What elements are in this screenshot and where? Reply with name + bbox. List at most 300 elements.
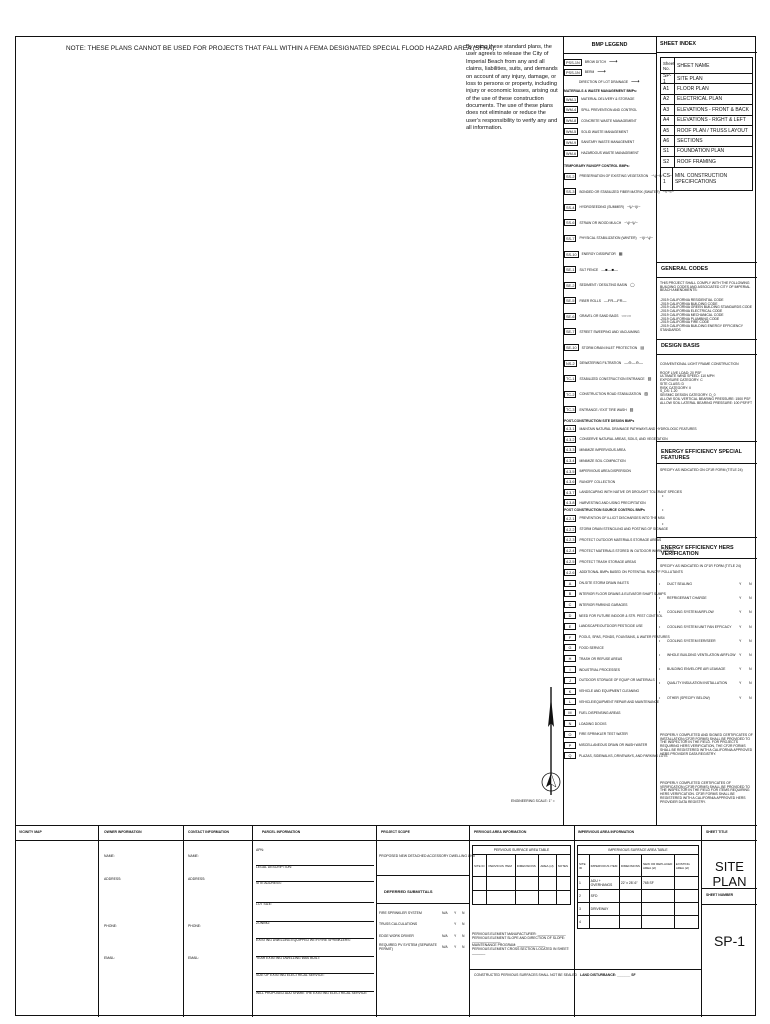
- bmp-symbol-icon: ~\|/~\|/~: [639, 235, 654, 241]
- bmp-label: MINIMIZE SOIL COMPACTION: [579, 458, 626, 463]
- sheet-no: A4: [661, 116, 675, 125]
- sheet-no: S1: [661, 147, 675, 156]
- bmp-label: STORM DRAIN INLET PROTECTION: [581, 345, 638, 350]
- bmp-code: WM-8: [566, 119, 577, 124]
- yes-option[interactable]: Y: [739, 610, 742, 615]
- bmp-label: HYDROSEEDING (SUMMER): [579, 205, 624, 210]
- na-option[interactable]: N/A: [442, 933, 448, 938]
- bmp-row: [564, 77, 656, 87]
- yes-option[interactable]: Y: [739, 638, 742, 643]
- sheet-number: SP-1: [713, 933, 746, 949]
- bmp-code: TC-1: [566, 377, 575, 382]
- bmp-label: FIRE SPRINKLER TEST WATER: [579, 732, 628, 737]
- yes-option[interactable]: Y: [454, 922, 457, 927]
- parcel-field: LOT SIZE:: [256, 902, 374, 908]
- bmp-label: FOOD SERVICE: [579, 645, 604, 650]
- hers-item: [659, 634, 755, 648]
- bmp-code: K: [564, 688, 576, 695]
- bmp-label: ENERGY DISSIPATOR: [581, 252, 616, 257]
- drawing-sheet: [15, 36, 756, 1016]
- impervious-cell: SFD: [589, 890, 619, 903]
- sheet-index-row: [661, 136, 752, 146]
- bmp-label: DIRECTION OF LOT DRAINAGE: [579, 80, 629, 84]
- sheet-name-header: SHEET NAME: [677, 62, 710, 69]
- bmp-symbol-icon: ▤: [640, 344, 645, 350]
- bmp-symbol-icon: ▧: [629, 406, 634, 412]
- bmp-code: SE-7: [566, 330, 575, 335]
- bmp-row: [564, 513, 665, 524]
- impervious-cell: 1: [578, 877, 590, 890]
- deferred-item: [379, 942, 467, 954]
- sheet-no: A5: [661, 126, 675, 135]
- contact-email: EMAIL:: [188, 956, 200, 960]
- bmp-code: PSS-1N: [566, 70, 580, 75]
- land-disturbance: LAND DISTURBANCE: _______ SF: [580, 973, 636, 977]
- owner-phone: PHONE:: [104, 924, 117, 928]
- owner-address: ADDRESS:: [104, 877, 122, 881]
- design-basis-line: ALLOW SOIL VERTICAL BEARING PRESSURE: 1500 PSF: [660, 396, 751, 401]
- deferred-list: [379, 907, 467, 953]
- no-option[interactable]: N: [749, 624, 752, 629]
- impervious-col-header: EXISTING AREA (sf): [674, 855, 698, 877]
- yes-option[interactable]: Y: [739, 582, 742, 587]
- impervious-cell: 3: [578, 903, 590, 916]
- design-basis-line: SEISMIC DESIGN CATEGORY: D_0: [660, 393, 716, 398]
- bmp-row: [564, 184, 674, 200]
- bmp-row: [564, 686, 656, 697]
- bmp-label: PROTECT OUTDOOR MATERIALS STORAGE AREAS: [579, 537, 662, 542]
- yes-option[interactable]: Y: [454, 945, 457, 950]
- hers-item-label: OTHER (SPECIFY BELOW): [667, 695, 710, 700]
- bmp-row: [564, 199, 656, 215]
- impervious-cell: [619, 903, 641, 916]
- bmp-label: CONSERVE NATURAL AREAS, SOILS, AND VEGETATION: [579, 437, 668, 442]
- bmp-row: [564, 423, 697, 434]
- bmp-row: [564, 355, 656, 371]
- bmp-label: MATERIAL DELIVERY & STORAGE: [581, 97, 635, 102]
- bmp-label: LOADING DOCKS: [579, 721, 607, 726]
- general-codes-list: [660, 299, 755, 333]
- bmp-legend-title: BMP LEGEND: [591, 42, 628, 48]
- no-option[interactable]: N: [749, 653, 752, 658]
- bmp-row: [564, 445, 656, 456]
- bmp-label: LANDSCAPING WITH NATIVE OR DROUGHT TOLERANT SPECIES: [579, 490, 682, 495]
- impervious-row: [578, 903, 699, 916]
- bmp-code: TC-3: [566, 408, 575, 413]
- bmp-label: STORM DRAIN STENCILING AND POSTING OF SIGNAGE: [579, 527, 669, 532]
- bmp-row: [564, 697, 660, 708]
- vicinity-map-title: VICINITY MAP: [19, 830, 42, 834]
- parcel-field: YEAR EXISTING DWELLING WAS BUILT:: [256, 956, 374, 962]
- bmp-code: 4.2.1: [566, 516, 575, 521]
- bmp-symbol-icon: ▦: [618, 251, 623, 257]
- energy-special-line: SPECIFY AS INDICATED ON CF1R FORM (TITLE 24): [660, 468, 743, 472]
- bmp-code: C: [564, 601, 576, 608]
- yes-option[interactable]: Y: [739, 624, 742, 629]
- sheet-no-header: Sheet No.: [661, 58, 675, 73]
- bmp-label: INTERIOR FLOOR DRAINS & ELEVATOR SHAFT SUMPS: [579, 591, 666, 596]
- bmp-code: SS-4: [566, 205, 575, 210]
- yes-option[interactable]: Y: [739, 596, 742, 601]
- bmp-row: [564, 487, 682, 498]
- bmp-symbol-icon: ~\|/~\|/~: [624, 219, 638, 225]
- design-basis-line: SITE CLASS: D: [660, 381, 684, 386]
- deferred-submittals-title: DEFERRED SUBMITTALS: [384, 889, 433, 894]
- bmp-row: [564, 524, 669, 535]
- bmp-row: [564, 231, 656, 247]
- impervious-cell: [641, 903, 674, 916]
- bmp-symbol-icon: ○○○○: [621, 313, 632, 319]
- bmp-code: I: [564, 666, 576, 673]
- impervious-cell: [674, 877, 698, 890]
- bmp-code: 4.3.1: [566, 427, 575, 432]
- hers-item-label: WHOLE BUILDING VENTILATION AIRFLOW: [667, 653, 736, 658]
- bmp-label: SILT FENCE: [579, 267, 599, 272]
- design-basis-line: CONVENTIONAL LIGHT FRAME CONSTRUCTION: [660, 362, 739, 366]
- bmp-code: 4.3.6: [566, 480, 575, 485]
- bmp-row: [564, 67, 656, 77]
- bmp-row: [564, 137, 656, 148]
- parcel-field: WILL PROPOSED ADU SHARE THE EXISTING ELECTRICAL SERVICE:: [256, 991, 374, 997]
- design-basis-title: DESIGN BASIS: [661, 343, 700, 349]
- pervious-col-header: AREA (sf): [539, 855, 556, 877]
- pervious-maintenance: MAINTENANCE PROGRAM: _______________: [472, 943, 546, 948]
- bmp-code: E: [564, 623, 576, 630]
- no-option[interactable]: N: [462, 922, 465, 927]
- hers-item: [659, 577, 755, 591]
- bmp-code: SS-3: [566, 190, 575, 195]
- code-item: -2019 CALIFORNIA PLUMBING CODE: [660, 316, 720, 321]
- yes-option[interactable]: Y: [739, 695, 742, 700]
- bmp-code: [564, 79, 576, 86]
- hers-item-label: QUALITY INSULATION INSTALLATION: [667, 681, 728, 686]
- bmp-row: [564, 476, 656, 487]
- code-item: -2019 CALIFORNIA RESIDENTIAL CODE: [660, 298, 724, 302]
- pervious-col-header: PERVIOUS ITEM: [487, 855, 515, 877]
- bmp-code: TC-2: [566, 392, 575, 397]
- deferred-label: REQUIRED PV SYSTEM (SEPARATE PERMIT): [379, 943, 437, 952]
- bmp-label: MINIMIZE IMPERVIOUS AREA: [579, 447, 626, 452]
- yes-option[interactable]: Y: [454, 933, 457, 938]
- post-source-heading: POST CONSTRUCTION SOURCE CONTROL BMPs: [564, 508, 645, 513]
- project-scope-text: PROPOSED NEW DETACHED ACCESSORY DWELLING UNIT: [379, 854, 476, 858]
- sheet-index-title: SHEET INDEX: [656, 37, 757, 53]
- bullet-icon: •: [659, 695, 661, 700]
- bmp-row: [564, 168, 665, 184]
- hers-item: [659, 676, 755, 690]
- energy-special-title: ENERGY EFFICIENCY SPECIAL FEATURES: [661, 449, 742, 461]
- sheet-title: SITE PLAN: [712, 859, 747, 889]
- hers-item-label: REFRIGERANT CHARGE: [667, 596, 707, 601]
- deferred-item: [379, 930, 467, 942]
- bmp-code: SS-10: [566, 252, 577, 257]
- impervious-cell: [589, 916, 619, 929]
- bmp-code: 4.2.5: [566, 560, 575, 565]
- sheet-index-row: [661, 168, 752, 190]
- code-item: -2019 CALIFORNIA FIRE CODE: [660, 320, 710, 325]
- project-scope-title: PROJECT SCOPE: [381, 830, 410, 834]
- bmp-row: [564, 664, 656, 675]
- bmp-code: B: [564, 590, 576, 597]
- sheet-name: FOUNDATION PLAN: [677, 148, 725, 155]
- bmp-label: DEWATERING FILTRATION: [579, 361, 622, 366]
- bmp-label: IMPERVIOUS AREA DISPERSION: [579, 469, 631, 474]
- bmp-row: [564, 498, 656, 509]
- pervious-table-title: PERVIOUS SURFACE AREA TABLE: [473, 846, 571, 855]
- no-option[interactable]: N: [749, 667, 752, 672]
- bmp-code: L: [564, 698, 576, 705]
- na-option[interactable]: N/A: [442, 945, 448, 950]
- hers-item-label: COOLING SYSTEM AIRFLOW: [667, 610, 714, 615]
- pervious-cross-section: PERVIOUS ELEMENT CROSS SECTION LOCATED IN SHEET: _______: [472, 946, 570, 955]
- disclaimer-text: By using these standard plans, the user agrees to release the City of Imperial Beach from any and all claims, liabilities, suits, and demands on account of any injury, damage, or loss to persons or property, including injury or economic losses, arising out of the use of these construction documents. The use of these plans does not eliminate or reduce the user's responsibility to verify any and all information.: [466, 44, 558, 132]
- bmp-code: WM-5: [566, 130, 577, 135]
- bmp-code: D: [564, 612, 576, 619]
- pervious-col-header: NOTES: [556, 855, 570, 877]
- bmp-symbol-icon: —■—■—: [601, 266, 619, 272]
- bmp-row: [564, 262, 656, 278]
- sheet-index-row: [661, 157, 752, 167]
- bmp-code: H: [564, 655, 576, 662]
- arrow-right-icon: ⟶: [597, 69, 606, 75]
- yes-option[interactable]: Y: [454, 910, 457, 915]
- bmp-row: [564, 567, 683, 578]
- bmp-code: M: [564, 709, 576, 716]
- bullet-icon: •: [659, 582, 661, 587]
- design-basis-line: EXPOSURE CATEGORY: C: [660, 378, 703, 383]
- impervious-row: [578, 877, 699, 890]
- bmp-label: CONCRETE WASTE MANAGEMENT: [581, 118, 637, 123]
- impervious-cell: [674, 916, 698, 929]
- bmp-row: [564, 556, 656, 567]
- sheet-name: ROOF PLAN / TRUSS LAYOUT: [677, 127, 748, 134]
- bmp-code: SE-2: [566, 283, 575, 288]
- north-arrow-icon: [536, 687, 566, 797]
- bmp-code: SE-10: [566, 346, 577, 351]
- impervious-cell: [619, 916, 641, 929]
- hers-item: [659, 605, 755, 619]
- bmp-code: 4.3.4: [566, 459, 575, 464]
- parcel-field: SITE ADDRESS:: [256, 881, 374, 887]
- bmp-row: [564, 578, 656, 589]
- pervious-col-header: SITE ID: [473, 855, 487, 877]
- yes-option[interactable]: Y: [739, 667, 742, 672]
- bmp-code: 4.2.2: [566, 527, 575, 532]
- bmp-label: TRASH OR REFUSE AREAS: [579, 656, 623, 661]
- bmp-row: [564, 643, 656, 654]
- bmp-row: [564, 387, 656, 403]
- hers-item-label: DUCT SEALING: [667, 582, 692, 587]
- yes-option[interactable]: Y: [739, 653, 742, 658]
- deferred-label: FIRE SPRINKLER SYSTEM: [379, 910, 422, 915]
- bmp-symbol-icon: ▨: [644, 391, 649, 397]
- sheet-index: [656, 37, 757, 191]
- impervious-row: [578, 890, 699, 903]
- hers-title: ENERGY EFFICIENCY HERS VERIFICATION: [661, 545, 734, 557]
- arrow-right-icon: ⟶: [631, 79, 640, 85]
- impervious-cell: ADU + OVERHANGS: [589, 877, 619, 890]
- bmp-row: [564, 324, 656, 340]
- hers-line: SPECIFY AS INDICATED IN CF1R FORM (TITLE 24): [660, 564, 741, 568]
- bmp-label: BERM: [584, 70, 595, 74]
- no-option[interactable]: N: [749, 610, 752, 615]
- bmp-label: ADDITIONAL BMPs BASED ON POTENTIAL RUNOFF POLLUTANTS: [579, 570, 683, 575]
- bmp-row: [564, 653, 656, 664]
- impervious-cell: [674, 903, 698, 916]
- yes-option[interactable]: Y: [739, 681, 742, 686]
- impervious-cell: 2: [578, 890, 590, 903]
- hers-item: [659, 620, 755, 634]
- bmp-label: HAZARDOUS WASTE MANAGEMENT: [581, 151, 639, 156]
- na-option[interactable]: N/A: [442, 910, 448, 915]
- no-option[interactable]: N: [462, 945, 465, 950]
- bmp-code: O: [564, 731, 576, 738]
- bmp-code: 4.3.7: [566, 490, 575, 495]
- bmp-symbol-icon: ~\|/~\|/~: [651, 173, 665, 179]
- bmp-label: NEED FOR FUTURE INDOOR & STR. PEST CONTROL: [579, 613, 663, 618]
- bmp-row: [564, 94, 656, 105]
- hers-item-label: COOLING SYSTEM UNIT FAN EFFICACY: [667, 624, 732, 629]
- bmp-row: [564, 402, 656, 418]
- hers-note-cf3r: PROPERLY COMPLETED CERTIFICATES OF VERIFICATION (CF3R FORMS) SHALL BE PROVIDED TO THE INSPECTOR IN THE FIELD FOR ITEMS REQUIRING HERS VERIFICATION. CF3R FORMS SHALL BE REGISTERED WITH A CALIFORNIA APPROVED HERS PROVIDER DATA REGISTRY.: [660, 781, 750, 804]
- deferred-label: EDGE WORK DRIVER: [379, 933, 414, 938]
- impervious-title: IMPERVIOUS AREA INFORMATION: [578, 830, 635, 834]
- owner-title: OWNER INFORMATION: [104, 830, 142, 834]
- bmp-row: [564, 277, 656, 293]
- impervious-row: [578, 916, 699, 929]
- code-item: -2019 CALIFORNIA ELECTRICAL CODE: [660, 309, 723, 314]
- bmp-symbol-icon: —FR—FR—: [603, 297, 627, 303]
- bmp-code: SE-1: [566, 268, 575, 273]
- no-option[interactable]: N: [462, 933, 465, 938]
- bmp-label: STRAW OR WOOD MULCH: [579, 220, 622, 225]
- bmp-code: 4.2.4: [566, 549, 575, 554]
- bmp-label: PLAZAS, SIDEWALKS, DRIVEWAYS, AND PARKING LOTS: [579, 753, 668, 758]
- bmp-label: FUEL DISPENSING AREAS: [579, 710, 621, 715]
- impervious-table-title: IMPERVIOUS SURFACE AREA TABLE: [578, 846, 699, 855]
- bmp-label: PROTECT TRASH STORAGE AREAS: [579, 559, 637, 564]
- bmp-row: [564, 215, 656, 231]
- no-option[interactable]: N: [462, 910, 465, 915]
- bmp-label: PRESERVATION OF EXISTING VEGETATION: [579, 174, 649, 179]
- bmp-code: A: [564, 580, 576, 587]
- temporary-heading: TEMPORARY RUNOFF CONTROL BMPs:: [564, 163, 630, 168]
- impervious-cell: [674, 890, 698, 903]
- sheet-no: A3: [661, 105, 675, 114]
- pervious-manufacturer: PERVIOUS ELEMENT MANUFACTURER: _______________: [472, 932, 566, 936]
- bmp-label: MAINTAIN NATURAL DRAINAGE PATHWAYS AND HYDROLOGIC FEATURES: [579, 426, 697, 431]
- sheet-name: SITE PLAN: [677, 75, 703, 82]
- sheet-title-label: SHEET TITLE: [706, 830, 728, 834]
- bullet-icon: •: [659, 610, 661, 615]
- impervious-col-header: SITE ID: [578, 855, 590, 877]
- bullet-icon: •: [659, 638, 661, 643]
- bmp-code: N: [564, 720, 576, 727]
- bmp-row: [564, 148, 656, 159]
- bmp-code: 4.3.8: [566, 501, 575, 506]
- parcel-field: LEGAL DESCRIPTION:: [256, 865, 374, 871]
- bmp-row: [564, 105, 656, 116]
- bmp-code: Q: [564, 752, 576, 759]
- energy-special-bullets: • • •: [662, 493, 664, 526]
- parcel-field: APN:: [256, 848, 264, 852]
- no-option[interactable]: N: [749, 681, 752, 686]
- code-item: -2019 CALIFORNIA BUILDING CODE: [660, 301, 718, 306]
- deferred-item: [379, 919, 467, 931]
- contact-phone: PHONE:: [188, 924, 201, 928]
- bmp-code: WM-4: [566, 108, 577, 113]
- impervious-table: [577, 845, 699, 929]
- owner-name: NAME:: [104, 854, 115, 858]
- sheet-index-row: [661, 74, 752, 84]
- sheet-index-row: [661, 116, 752, 126]
- bmp-symbol-icon: ▨: [647, 375, 652, 381]
- no-option[interactable]: N: [749, 582, 752, 587]
- sheet-no: A1: [661, 84, 675, 93]
- pervious-table: [472, 845, 571, 905]
- bmp-row: [564, 675, 656, 686]
- no-option[interactable]: N: [749, 596, 752, 601]
- bmp-label: BROW DITCH: [584, 60, 606, 64]
- sheet-number-label: SHEET NUMBER: [706, 893, 734, 897]
- bmp-label: ON-SITE STORM DRAIN INLETS: [579, 581, 629, 586]
- no-option[interactable]: N: [749, 638, 752, 643]
- impervious-cell: [619, 890, 641, 903]
- bmp-label: OUTDOOR STORAGE OF EQUIP OR MATERIALS: [579, 678, 655, 683]
- code-item: -2019 CALIFORNIA MECHANICAL CODE: [660, 312, 724, 317]
- deferred-item: [379, 907, 467, 919]
- sheet-index-row: [661, 147, 752, 157]
- sheet-name: ROOF FRAMING: [677, 158, 716, 165]
- arrow-right-icon: ⟶: [608, 59, 618, 65]
- no-option[interactable]: N: [749, 695, 752, 700]
- bmp-row: [564, 126, 656, 137]
- hers-item: [659, 691, 755, 705]
- general-codes-title: GENERAL CODES: [661, 266, 708, 272]
- sheet-index-row: [661, 95, 752, 105]
- bmp-row: [564, 707, 656, 718]
- post-site-heading: POST-CONSTRUCTION SITE DESIGN BMPs: [564, 418, 635, 423]
- materials-heading: MATERIALS & WASTE MANAGEMENT BMPs:: [564, 89, 638, 93]
- bmp-row: [564, 599, 656, 610]
- bmp-row: [564, 115, 656, 126]
- bmp-symbol-icon: ~≈~≈~: [662, 188, 674, 194]
- bullet-icon: •: [659, 624, 661, 629]
- hers-note-cf2r: PROPERLY COMPLETED AND SIGNED CERTIFICATES OF INSTALLATION (CF2R FORMS) SHALL BE PROVIDED TO THE INSPECTOR IN THE FIELD. FOR PROJECTS REQUIRING HERS VERIFICATION, THE CF2R FORMS SHALL BE REGISTERED WITH A CALIFORNIA APPROVED HERS PROVIDER DATA REGISTRY.: [660, 733, 753, 756]
- bmp-row: [564, 589, 666, 600]
- hers-item: [659, 591, 755, 605]
- bmp-row: [564, 729, 656, 740]
- bmp-code: G: [564, 644, 576, 651]
- bmp-label: MISCELLANEOUS DRAIN OR WASH WATER: [579, 743, 648, 748]
- bmp-label: FIBER ROLLS: [579, 298, 601, 303]
- bmp-symbol-icon: ~\|/~\|/~: [626, 204, 641, 210]
- impervious-col-header: IMPERVIOUS ITEM: [589, 855, 619, 877]
- bmp-row: [564, 610, 663, 621]
- bmp-code: SS-7: [566, 236, 575, 241]
- impervious-cell: 4: [578, 916, 590, 929]
- bmp-label: PREVENTION OF ILLICIT DISCHARGES INTO THE MS4: [579, 516, 665, 521]
- sheet-index-row: [661, 105, 752, 115]
- bmp-row: [564, 621, 656, 632]
- bmp-code: P: [564, 742, 576, 749]
- bmp-label: SEDIMENT / DESILTING BASIN: [579, 283, 628, 288]
- sheet-name: ELEVATIONS - RIGHT & LEFT: [677, 117, 746, 124]
- contact-title: CONTACT INFORMATION: [188, 830, 229, 834]
- sheet-index-row: [661, 84, 752, 94]
- code-item: -2019 CALIFORNIA BUILDING ENERGY EFFICIENCY STANDARDS: [660, 324, 743, 332]
- design-basis-line: S_DS: 1.20: [660, 389, 678, 394]
